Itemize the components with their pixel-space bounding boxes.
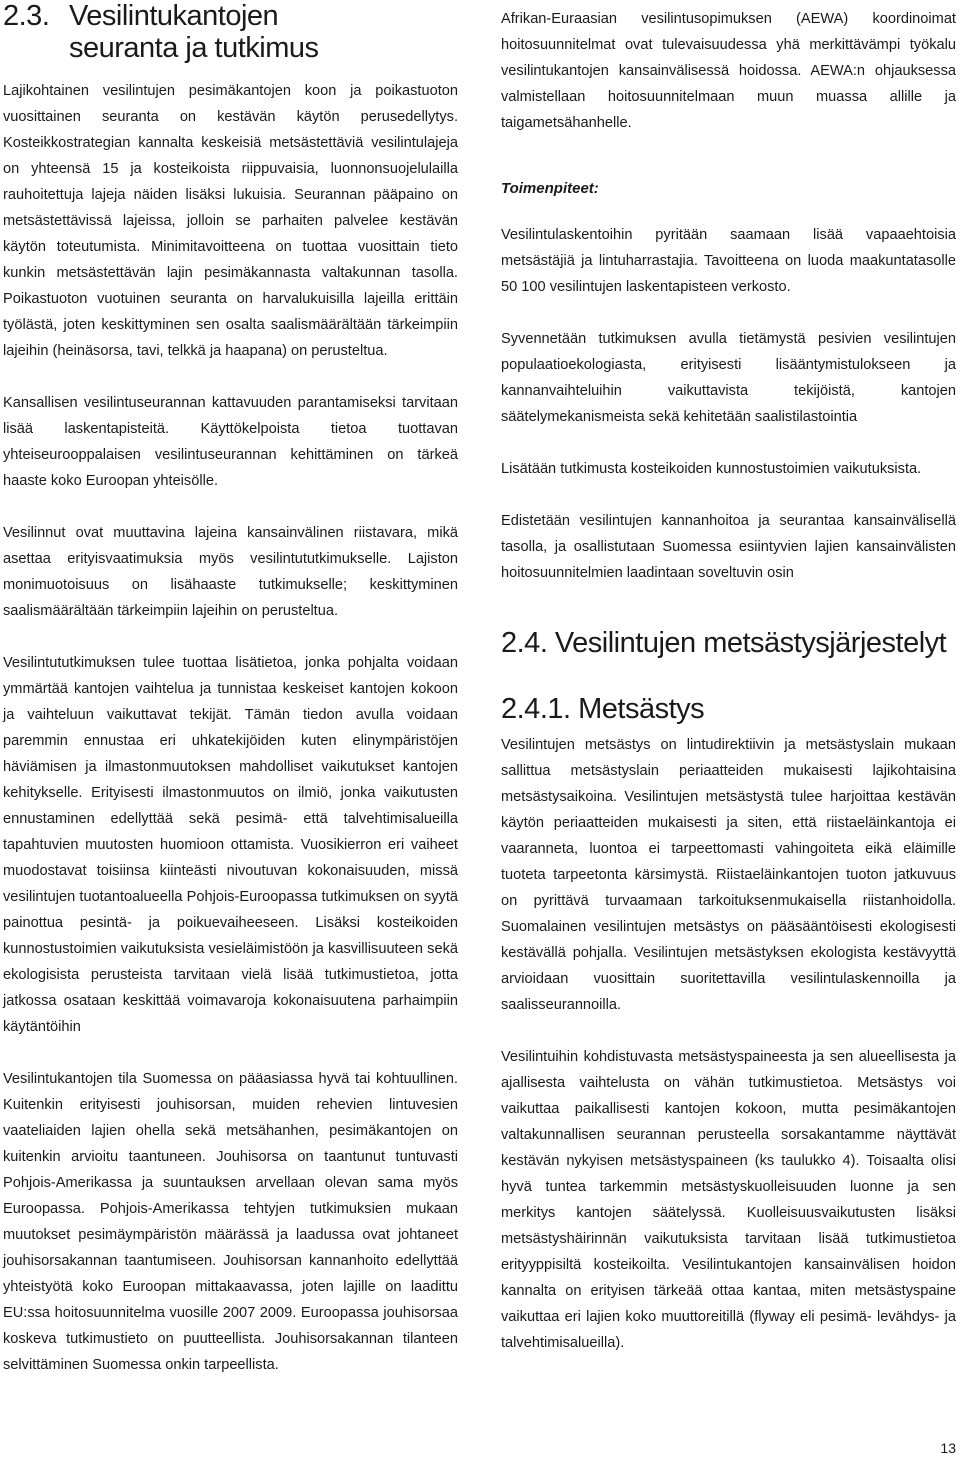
section-title-line1: Vesilintukantojen xyxy=(69,0,279,32)
right-column xyxy=(501,0,956,1356)
measure-item: Vesilintulaskentoihin pyritään saamaan lisää vapaaehtoisia metsästäjiä ja lintuharrastajia. Tavoitteena on luoda maakuntatasolle 50 100 vesilintujen laskentapisteen verkosto. xyxy=(501,227,956,295)
paragraph: Vesilintuihin kohdistuvasta metsästyspaineesta ja sen alueellisesta ja ajallisesta vaihtelusta on vähän tutkimustietoa. Metsästys voi vaikuttaa paikallisesti kantojen kokoon, mutta pesimäkantojen valtakunnallisen seurannan perusteella sorsakantamme näyttävät kestävän nykyisen metsästyspaineen (ks taulukko 4). Toisaalta olisi hyvä tuntea tarkemmin metsästyskuolleisuuden luonne ja sen merkitys kantojen säätelyssä. Kuolleisuusvaikutusten lisäksi metsästyshäirinnän vaikutuksista tarvitaan lisää tutkimustietoa erityyppisiltä kosteikoilta. Vesilintukantojen kansainvälisen hoidon kannalta on erityisen tärkeää ottaa kantaa, miten metsästyspaine vaikuttaa eri lajien koko muuttoreitillä (flyway eli pesimä- levähdys- ja talvehtimisalueilla). xyxy=(501,1049,956,1351)
page-number: 13 xyxy=(940,1440,956,1456)
measures-heading: Toimenpiteet: xyxy=(501,180,599,197)
section-number: 2.3. xyxy=(3,0,50,32)
left-column xyxy=(3,0,458,1378)
measure-item: Edistetään vesilintujen kannanhoitoa ja seurantaa kansainvälisellä tasolla, ja osallistutaan Suomessa esiintyvien lajien kansainvälisten hoitosuunnitelmien laadintaan soveltuvin osin xyxy=(501,513,956,581)
paragraph: Kansallisen vesilintuseurannan kattavuuden parantamiseksi tarvitaan lisää laskentapisteitä. Käyttökelpoista tietoa tuottavan yhteiseurooppalaisen vesilintuseurannan kehittäminen on tärkeä haaste koko Euroopan yhteisölle. xyxy=(3,395,458,489)
section-heading-2-3 xyxy=(3,0,458,64)
measure-item: Lisätään tutkimusta kosteikoiden kunnostustoimien vaikutuksista. xyxy=(501,461,922,477)
measure-item: Syvennetään tutkimuksen avulla tietämystä pesivien vesilintujen populaatioekologiasta, erityisesti lisääntymistulokseen ja kannanvaihteluihin vaikuttavista tekijöistä, kantojen säätelymekanismeista sekä kehitetään saalistilastointia xyxy=(501,331,956,425)
paragraph: Lajikohtainen vesilintujen pesimäkantojen koon ja poikastuoton vuosittainen seuranta on kestävän käytön perusedellytys. Kosteikkostrategian kannalta keskeisiä metsästettäviä vesilintulajeja on yhteensä 15 ja kosteikoista riippuvaisia, luonnonsuojelulailla rauhoitettuja lajeja näiden lisäksi lukuisia. Seurannan pääpaino on metsästettävissä lajeissa, jolloin se parhaiten palvelee kestävän käytön toteutumista. Minimitavoitteena on tuottaa vuosittain tieto kunkin metsästettävän lajin pesimäkannasta valtakunnan tasolla. Poikastuoton vuotuinen seuranta on harvalukuisilla lajeilla erittäin työlästä, joten keskittyminen sen osalta saalismäärältään tärkeimpiin lajeihin (heinäsorsa, tavi, telkkä ja haapana) on perusteltua. xyxy=(3,83,458,359)
paragraph: Vesilintujen metsästys on lintudirektiivin ja metsästyslain mukaan sallittua metsästyslain periaatteiden mukaisesti lajikohtaisina metsästysaikoina. Vesilintujen metsästystä tulee harjoittaa kestävän käytön periaatteiden mukaisesti ja siten, että riistaeläinkantoja ei vaaranneta, luontoa ei tarpeettomasti vahingoiteta eikä eläimille tuoteta tarpeetonta kärsimystä. Riistaeläinkantojen tuoton jatkuvuus on pyrittävä turvaamaan tarkoituksenmukaisella riistanhoidolla. Suomalainen vesilintujen metsästys on pääsääntöisesti ekologisesti kestävällä pohjalla. Vesilintujen metsästyksen ekologista kestävyyttä arvioidaan vuosittain suoritettavilla vesilintulaskennoilla ja saalisseurannoilla. xyxy=(501,737,956,1013)
paragraph: Vesilintututkimuksen tulee tuottaa lisätietoa, jonka pohjalta voidaan ymmärtää kantojen vaihtelua ja tunnistaa keskeiset kantojen kokoon ja vaihteluun vaikuttavat tekijät. Tämän tiedon avulla voidaan paremmin ennustaa eri uhkatekijöiden kuten elinympäristöjen häviämisen ja ilmastonmuutoksen mahdolliset vaikutukset kantojen kehitykselle. Erityisesti ilmastonmuutos on ilmiö, jonka vaikutusten ennustaminen edellyttää sekä pesimä- että talvehtimisalueilla tapahtuvien muutosten huomioon ottamista. Vuosikierron eri vaiheet muodostavat toisiinsa kiinteästi nivoutuvan kokonaisuuden, missä vesilintujen tuotantoalueella Pohjois-Euroopassa tutkimuksen on syytä painottua pesintä- ja poikuevaiheeseen. Lisäksi kosteikoiden kunnostustoimien vaikutuksista vesieläimistöön ja kasvillisuuteen sekä ekologisista perusteista tarvitaan vielä lisää tutkimustietoa, jotta jatkossa osataan keskittää voimavaroja kokonaisuutena parhaimpiin käytäntöihin xyxy=(3,655,458,1035)
section-title-line2: seuranta ja tutkimus xyxy=(69,32,319,64)
paragraph: Vesilintukantojen tila Suomessa on pääasiassa hyvä tai kohtuullinen. Kuitenkin erityisesti jouhisorsan, muiden rehevien lintuvesien vaateliaiden lajien ohella sekä metsähanhen, pesimäkantojen on kuitenkin arvioitu taantuneen. Jouhisorsa on taantunut tuntuvasti Pohjois-Amerikassa ja suuntauksen arvellaan olevan sama myös Euroopassa. Pohjois-Amerikassa tehtyjen tutkimuksien mukaan muutokset pesimäympäristön määrässä ja laadussa ovat johtaneet jouhisorsakannan taantumiseen. Jouhisorsan kannanhoito edellyttää yhteistyötä koko Euroopan mittakaavassa, joten lajille on laadittu EU:ssa hoitosuunnitelma vuosille 2007 2009. Euroopassa jouhisorsaa koskeva tutkimustieto on puutteellista. Jouhisorsakannan tilanteen selvittäminen Suomessa onkin tarpeellista. xyxy=(3,1071,458,1373)
subsection-heading-2-4-1: 2.4.1. Metsästys xyxy=(501,693,705,725)
paragraph: Afrikan-Euraasian vesilintusopimuksen (AEWA) koordinoimat hoitosuunnitelmat ovat tulevaisuudessa yhä merkittävämpi työkalu vesilintukantojen kansainvälisessä hoidossa. AEWA:n ohjauksessa valmistellaan hoitosuunnitelmaan muun muassa allille ja taigametsähanhelle. xyxy=(501,11,956,131)
paragraph: Vesilinnut ovat muuttavina lajeina kansainvälinen riistavara, mikä asettaa erityisvaatimuksia myös vesilintututkimukselle. Lajiston monimuotoisuus on lisähaaste tutkimukselle; keskittyminen saalismäärältään tärkeimpiin lajeihin on perusteltua. xyxy=(3,525,458,619)
section-heading-2-4: 2.4. Vesilintujen metsästysjärjestelyt xyxy=(501,627,947,659)
